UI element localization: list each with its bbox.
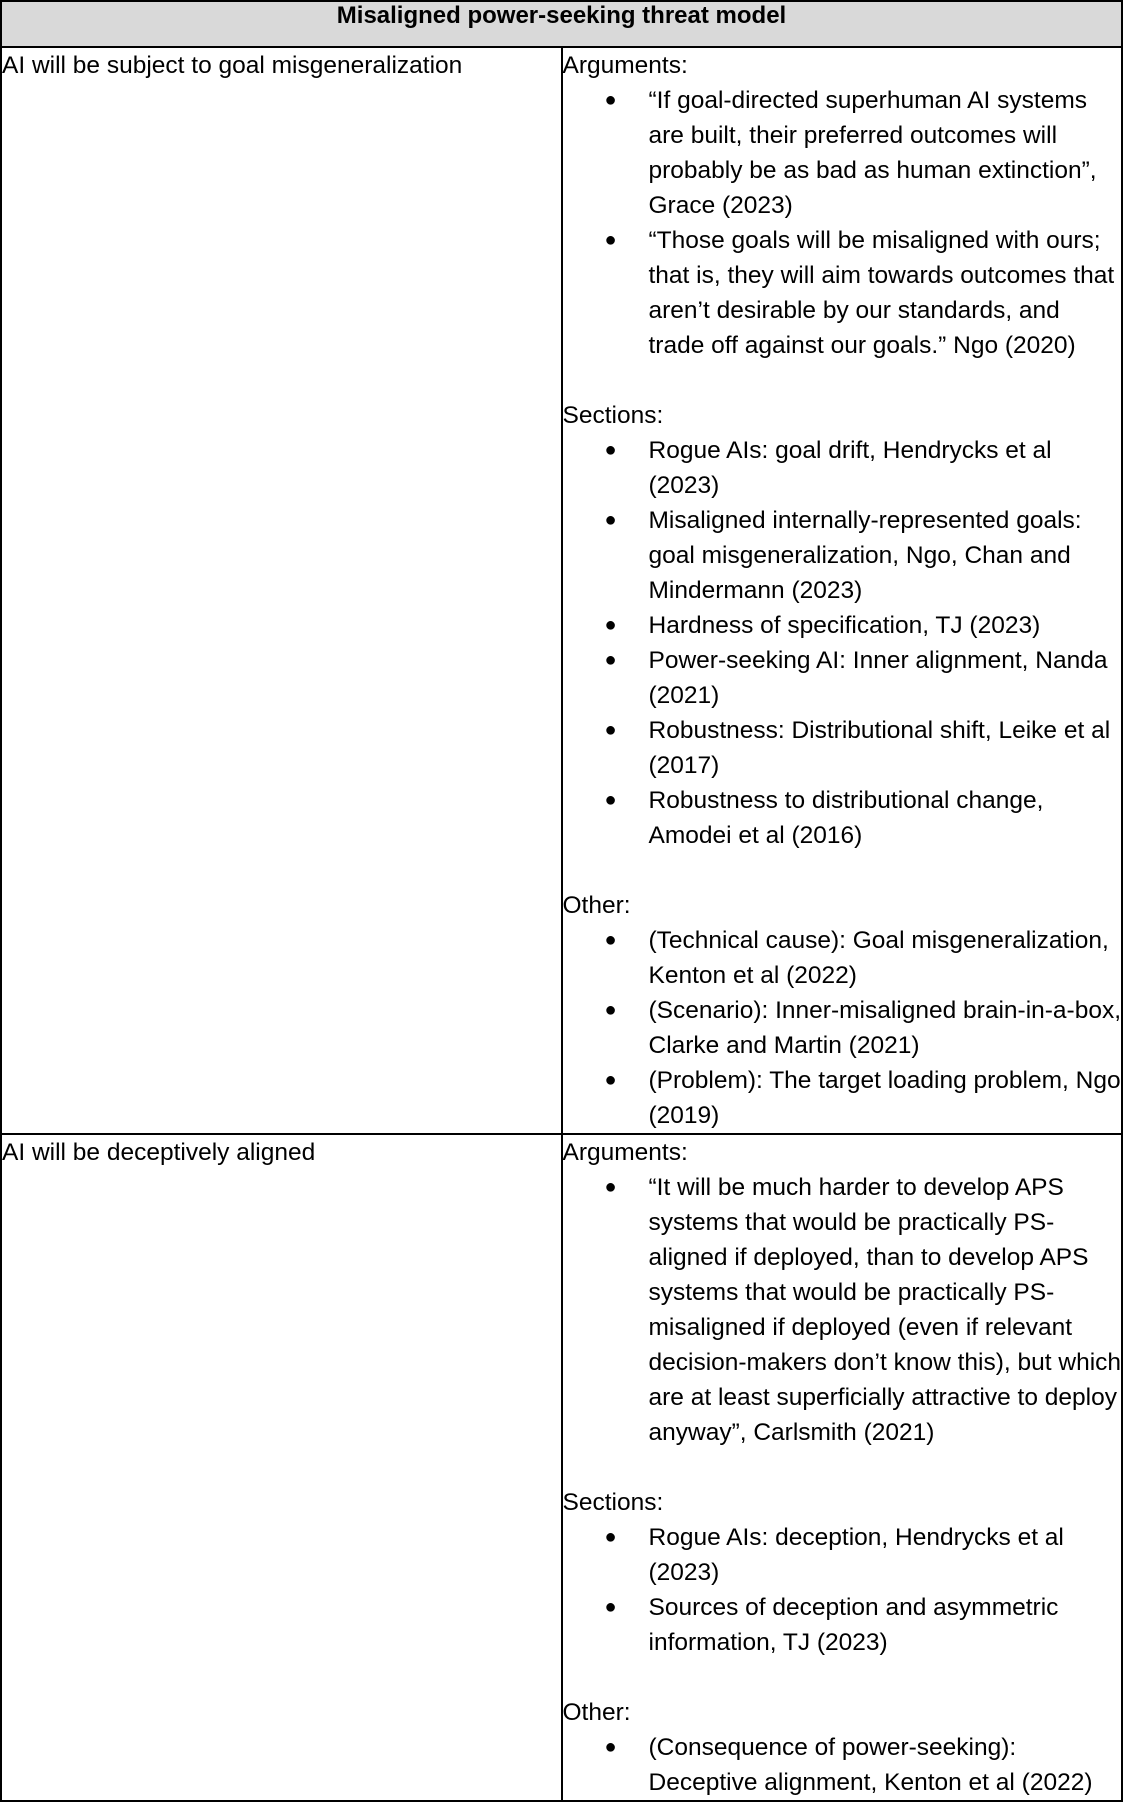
list-item: ● “Those goals will be misaligned with ours; that is, they will aim towards outcomes that aren’t desirable by our standards, and trade off against our goals.” Ngo (2020)	[563, 223, 1122, 363]
arguments-section	[563, 48, 1122, 363]
bullet-icon: ●	[604, 789, 617, 811]
section-title: Arguments:	[562, 1139, 688, 1166]
bullet-icon: ●	[604, 1069, 617, 1091]
bullet-list	[563, 923, 1122, 1133]
section-title: Sections:	[562, 402, 664, 429]
list-item: ● Hardness of specification, TJ (2023)	[563, 608, 1122, 643]
other-section	[563, 888, 1122, 1133]
bullet-icon: ●	[604, 1526, 617, 1548]
bullet-icon: ●	[604, 719, 617, 741]
section-title: Other:	[562, 1699, 631, 1726]
row-label: AI will be subject to goal misgeneralization	[1, 47, 562, 1134]
bullet-icon: ●	[604, 1596, 617, 1618]
section-title: Arguments:	[562, 52, 688, 79]
table-row	[1, 47, 1122, 1134]
bullet-list	[563, 1520, 1122, 1660]
row-content	[562, 1134, 1123, 1801]
section-title: Other:	[562, 892, 631, 919]
bullet-list	[563, 83, 1122, 363]
bullet-icon: ●	[604, 89, 617, 111]
section-title: Sections:	[562, 1489, 664, 1516]
bullet-icon: ●	[604, 929, 617, 951]
arguments-section	[563, 1135, 1122, 1450]
row-label: AI will be deceptively aligned	[1, 1134, 562, 1801]
list-item: ● (Problem): The target loading problem, Ngo (2019)	[563, 1063, 1122, 1133]
bullet-icon: ●	[604, 509, 617, 531]
bullet-icon: ●	[604, 1736, 617, 1758]
bullet-list	[563, 1170, 1122, 1450]
list-item: ● Robustness to distributional change, Amodei et al (2016)	[563, 783, 1122, 853]
bullet-icon: ●	[604, 229, 617, 251]
bullet-icon: ●	[604, 1176, 617, 1198]
list-item: ● Rogue AIs: deception, Hendrycks et al (2023)	[563, 1520, 1122, 1590]
list-item: ● Sources of deception and asymmetric information, TJ (2023)	[563, 1590, 1122, 1660]
list-item: ● Rogue AIs: goal drift, Hendrycks et al (2023)	[563, 433, 1122, 503]
list-item: ● Robustness: Distributional shift, Leike et al (2017)	[563, 713, 1122, 783]
bullet-icon: ●	[604, 614, 617, 636]
list-item: ● Power-seeking AI: Inner alignment, Nanda (2021)	[563, 643, 1122, 713]
list-item: ● (Consequence of power-seeking): Deceptive alignment, Kenton et al (2022)	[563, 1730, 1122, 1800]
table-title: Misaligned power-seeking threat model	[1, 1, 1122, 47]
sections-section	[563, 398, 1122, 853]
bullet-list	[563, 433, 1122, 853]
list-item: ● (Technical cause): Goal misgeneralization, Kenton et al (2022)	[563, 923, 1122, 993]
list-item: ● “If goal-directed superhuman AI systems are built, their preferred outcomes will probably be as bad as human extinction”, Grace (2023)	[563, 83, 1122, 223]
bullet-icon: ●	[604, 439, 617, 461]
sections-section	[563, 1485, 1122, 1660]
other-section	[563, 1695, 1122, 1800]
bullet-icon: ●	[604, 999, 617, 1021]
bullet-icon: ●	[604, 649, 617, 671]
row-content	[562, 47, 1123, 1134]
table-row	[1, 1134, 1122, 1801]
list-item: ● Misaligned internally-represented goals: goal misgeneralization, Ngo, Chan and Mindermann (2023)	[563, 503, 1122, 608]
bullet-list	[563, 1730, 1122, 1800]
list-item: ● “It will be much harder to develop APS systems that would be practically PS-aligned if deployed, than to develop APS systems that would be practically PS-misaligned if deployed (even if relevant decision-makers don’t know this), but which are at least superficially attractive to deploy anyway”, Carlsmith (2021)	[563, 1170, 1122, 1450]
list-item: ● (Scenario): Inner-misaligned brain-in-a-box, Clarke and Martin (2021)	[563, 993, 1122, 1063]
